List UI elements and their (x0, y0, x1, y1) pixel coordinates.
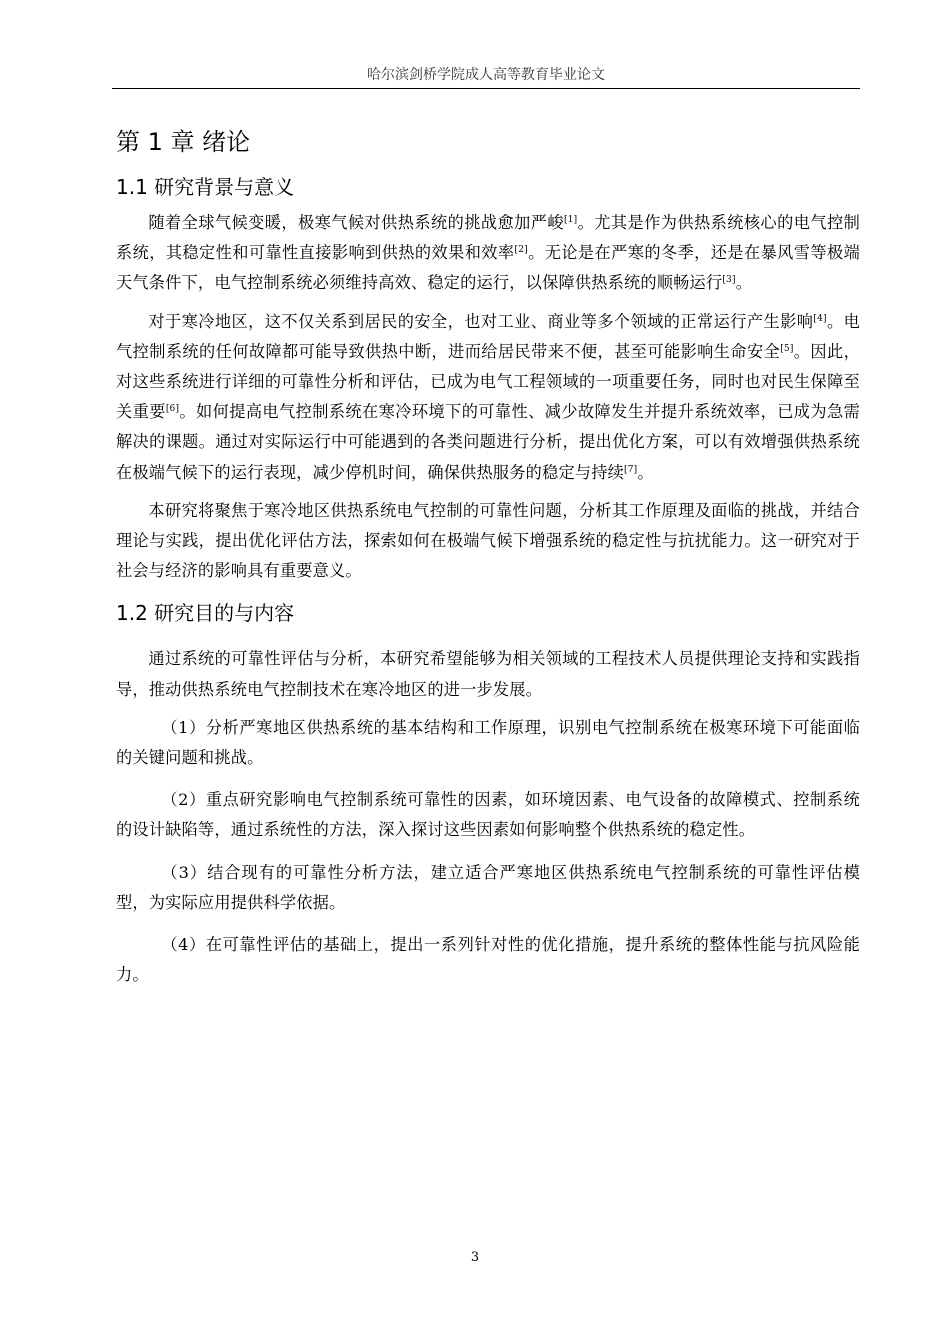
paragraph: 本研究将聚焦于寒冷地区供热系统电气控制的可靠性问题，分析其工作原理及面临的挑战，并结合理论与实践，提出优化评估方法，探索如何在极端气候下增强系统的稳定性与抗扰能力。这一研究对于社会与经济的影响具有重要意义。 (116, 500, 860, 581)
list-item: （4）在可靠性评估的基础上，提出一系列针对性的优化措施，提升系统的整体性能与抗风险能力。 (116, 935, 860, 985)
list-item: （1）分析严寒地区供热系统的基本结构和工作原理，识别电气控制系统在极寒环境下可能面临的关键问题和挑战。 (116, 717, 860, 768)
citation-ref: [3] (722, 275, 736, 286)
citation-ref: [1] (564, 215, 578, 225)
page-content (116, 118, 860, 1002)
running-header: 哈尔滨剑桥学院成人高等教育毕业论文 (367, 67, 605, 83)
citation-ref: [5] (780, 343, 794, 354)
section-title-1-2: 1.2 研究目的与内容 (116, 601, 295, 626)
citation-ref: [6] (165, 404, 180, 415)
chapter-title: 第 1 章 绪论 (116, 128, 251, 156)
list-item: （3）结合现有的可靠性分析方法，建立适合严寒地区供热系统电气控制系统的可靠性评估模型，为实际应用提供科学依据。 (116, 862, 860, 912)
citation-ref: [4] (813, 313, 827, 324)
paragraph: 通过系统的可靠性评估与分析，本研究希望能够为相关领域的工程技术人员提供理论支持和实践指导，推动供热系统电气控制技术在寒冷地区的进一步发展。 (116, 649, 860, 699)
paragraph: 对于寒冷地区，这不仅关系到居民的安全，也对工业、商业等多个领域的正常运行产生影响[4]。电气控制系统的任何故障都可能导致供热中断，进而给居民带来不便，甚至可能影响生命安全[5]。因此，对这些系统进行详细的可靠性分析和评估，已成为电气工程领域的一项重要任务，同时也对民生保障至关重要[6]。如何提高电气控制系统在寒冷环境下的可靠性、减少故障发生并提升系统效率，已成为急需解决的课题。通过对实际运行中可能遇到的各类问题进行分析，提出优化方案，可以有效增强供热系统在极端气候下的运行表现，减少停机时间，确保供热服务的稳定与持续[7]。 (116, 311, 860, 482)
page-number: 3 (470, 1250, 480, 1265)
section-title-1-1: 1.1 研究背景与意义 (116, 175, 295, 199)
list-item: （2）重点研究影响电气控制系统可靠性的因素，如环境因素、电气设备的故障模式、控制系统的设计缺陷等，通过系统性的方法，深入探讨这些因素如何影响整个供热系统的稳定性。 (116, 790, 860, 840)
paragraph: 随着全球气候变暖，极寒气候对供热系统的挑战愈加严峻[1]。尤其是作为供热系统核心的电气控制系统，其稳定性和可靠性直接影响到供热的效果和效率[2]。无论是在严寒的冬季，还是在暴风雪等极端天气条件下，电气控制系统必须维持高效、稳定的运行，以保障供热系统的顺畅运行[3]。 (116, 213, 860, 293)
citation-ref: [2] (514, 245, 528, 256)
header-rule (112, 88, 860, 89)
citation-ref: [7] (624, 464, 638, 475)
